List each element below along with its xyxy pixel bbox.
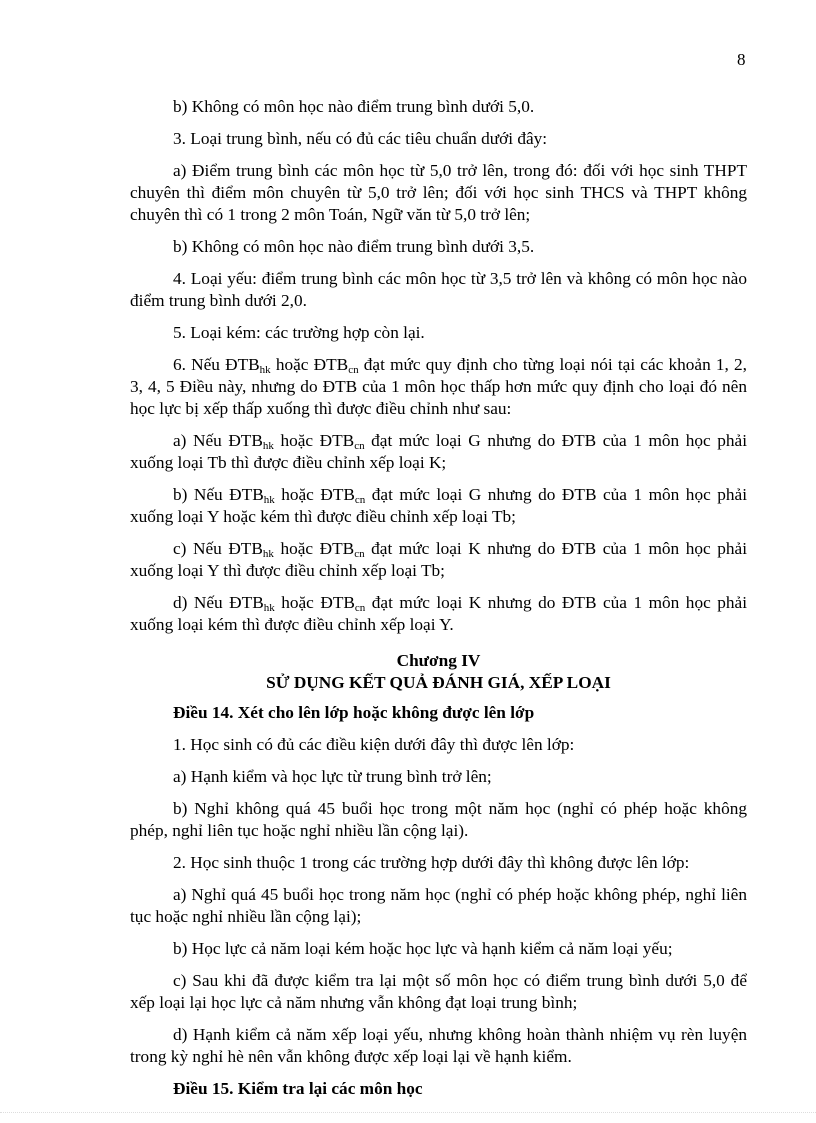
article-15-title: Điều 15. Kiểm tra lại các môn học [173, 1079, 423, 1098]
page-bottom-divider [0, 1112, 816, 1113]
paragraph: a) Điểm trung bình các môn học từ 5,0 trở lên, trong đó: đối với học sinh THPT chuyên thì điểm môn chuyên từ 5,0 trở lên; đối với học sinh THCS và THPT không chuyên thì có 1 trong 2 môn Toán, Ngữ văn từ 5,0 trở lên; [130, 161, 747, 224]
paragraph: 2. Học sinh thuộc 1 trong các trường hợp dưới đây thì không được lên lớp: [173, 853, 690, 872]
chapter-title: SỬ DỤNG KẾT QUẢ ĐÁNH GIÁ, XẾP LOẠI [266, 673, 611, 692]
paragraph: a) Hạnh kiểm và học lực từ trung bình trở lên; [173, 767, 492, 786]
chapter-label: Chương IV [396, 651, 481, 670]
paragraph: 1. Học sinh có đủ các điều kiện dưới đây thì được lên lớp: [173, 735, 575, 754]
paragraph: a) Nghỉ quá 45 buổi học trong năm học (nghỉ có phép hoặc không phép, nghỉ liên tục hoặc nghỉ nhiều lần cộng lại); [130, 885, 747, 926]
chapter-heading [130, 650, 747, 694]
paragraph: b) Nghỉ không quá 45 buổi học trong một năm học (nghỉ có phép hoặc không phép, nghỉ liên tục hoặc nghỉ nhiều lần cộng lại). [130, 799, 747, 840]
paragraph: b) Không có môn học nào điểm trung bình dưới 5,0. [173, 97, 535, 116]
paragraph: 5. Loại kém: các trường hợp còn lại. [173, 323, 425, 342]
paragraph: d) Hạnh kiểm cả năm xếp loại yếu, nhưng không hoàn thành nhiệm vụ rèn luyện trong kỳ nghỉ hè nên vẫn không được xếp loại lại về hạnh kiểm. [130, 1025, 747, 1066]
paragraph: 4. Loại yếu: điểm trung bình các môn học từ 3,5 trở lên và không có môn học nào điểm trung bình dưới 2,0. [130, 269, 747, 310]
paragraph: b) Không có môn học nào điểm trung bình dưới 3,5. [173, 237, 535, 256]
page-number: 8 [737, 50, 746, 69]
paragraph: 3. Loại trung bình, nếu có đủ các tiêu chuẩn dưới đây: [173, 129, 548, 148]
paragraph-item-c: c) Nếu $ĐTB_{hk}$ hoặc $ĐTB_{cn}$ đạt mức loại K nhưng do ĐTB của 1 môn học phải xuống loại Y thì được điều chỉnh xếp loại Tb; [130, 539, 748, 580]
paragraph-item-b: b) Nếu $ĐTB_{hk}$ hoặc $ĐTB_{cn}$ đạt mức loại G nhưng do ĐTB của 1 môn học phải xuống loại Y hoặc kém thì được điều chỉnh xếp loại Tb; [130, 485, 747, 526]
paragraph-item-a: a) Nếu $ĐTB_{hk}$ hoặc $ĐTB_{cn}$ đạt mức loại G nhưng do ĐTB của 1 môn học phải xuống loại Tb thì được điều chỉnh xếp loại K; [130, 431, 748, 472]
paragraph-item-6: 6. Nếu $ĐTB_{hk}$ hoặc $ĐTB_{cn}$ đạt mức quy định cho từng loại nói tại các khoản 1, 2, 3, 4, 5 Điều này, nhưng do ĐTB của 1 môn học thấp hơn mức quy định cho loại đó nên học lực bị xếp thấp xuống thì được điều chỉnh như sau: [130, 355, 747, 418]
document-body [130, 96, 747, 1110]
paragraph-item-d: d) Nếu $ĐTB_{hk}$ hoặc $ĐTB_{cn}$ đạt mức loại K nhưng do ĐTB của 1 môn học phải xuống loại kém thì được điều chỉnh xếp loại Y. [130, 593, 747, 634]
article-14-title: Điều 14. Xét cho lên lớp hoặc không được lên lớp [173, 703, 535, 722]
paragraph: c) Sau khi đã được kiểm tra lại một số môn học có điểm trung bình dưới 5,0 để xếp loại lại học lực cả năm nhưng vẫn không đạt loại trung bình; [130, 971, 747, 1012]
paragraph: b) Học lực cả năm loại kém hoặc học lực và hạnh kiểm cả năm loại yếu; [173, 939, 673, 958]
